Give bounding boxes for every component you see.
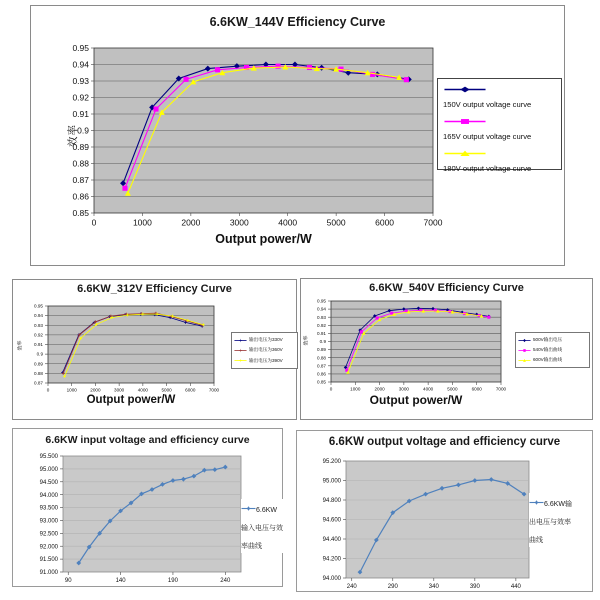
svg-text:94.000: 94.000 [322, 576, 341, 583]
legend-entry [529, 493, 573, 547]
svg-text:0.88: 0.88 [317, 355, 326, 361]
svg-text:0.91: 0.91 [317, 331, 326, 337]
svg-text:94.400: 94.400 [322, 537, 341, 544]
svg-text:0.88: 0.88 [72, 158, 89, 169]
legend-line-marker-icon [234, 358, 247, 363]
legend-label: 输出电压为390V [249, 357, 283, 363]
legend-entry [234, 347, 295, 353]
svg-text:90: 90 [64, 578, 72, 584]
svg-text:0.94: 0.94 [34, 313, 43, 319]
legend-line-marker-icon [518, 358, 531, 363]
x-axis-title-312v: Output power/W [86, 394, 176, 406]
chart-title-144v: 6.6KW_144V Efficiency Curve [209, 15, 386, 29]
svg-text:95.500: 95.500 [39, 454, 58, 461]
svg-text:0.94: 0.94 [72, 59, 89, 70]
svg-text:0.92: 0.92 [34, 332, 43, 338]
svg-text:0.89: 0.89 [72, 141, 89, 152]
svg-text:2000: 2000 [374, 386, 385, 392]
svg-text:0.87: 0.87 [317, 363, 326, 369]
svg-text:7000: 7000 [208, 387, 220, 393]
svg-text:440: 440 [510, 584, 521, 590]
svg-text:94.800: 94.800 [322, 498, 341, 505]
legend-label: 165V output voltage curve [443, 132, 532, 141]
legend-line-marker-icon [241, 505, 256, 512]
legend-line-marker-icon [234, 338, 247, 343]
legend-label: 6.6KW输出电压与效率曲线 [529, 501, 573, 544]
svg-text:94.000: 94.000 [39, 492, 58, 499]
legend-label: 输出电压为360V [249, 347, 283, 353]
svg-text:7000: 7000 [423, 217, 443, 228]
svg-text:0.85: 0.85 [317, 379, 326, 385]
svg-text:0.89: 0.89 [34, 361, 43, 367]
x-axis-title-144v: Output power/W [215, 232, 312, 246]
chart-panel-output-voltage [296, 430, 593, 592]
svg-text:1000: 1000 [66, 387, 77, 393]
svg-text:0.92: 0.92 [317, 322, 326, 328]
svg-text:6000: 6000 [185, 387, 196, 393]
legend-label: 180V output voltage curve [443, 164, 532, 173]
legend-144v [437, 78, 562, 173]
svg-text:94.200: 94.200 [322, 556, 341, 563]
svg-text:6000: 6000 [471, 386, 482, 392]
svg-text:5000: 5000 [161, 387, 172, 393]
svg-text:0.86: 0.86 [72, 191, 89, 202]
svg-text:0.87: 0.87 [34, 380, 43, 386]
svg-text:7000: 7000 [495, 386, 507, 392]
svg-text:3000: 3000 [114, 387, 125, 393]
svg-text:240: 240 [220, 578, 231, 584]
legend-entry [443, 149, 557, 176]
svg-text:190: 190 [167, 578, 178, 584]
svg-text:91.500: 91.500 [39, 557, 58, 564]
legend-label: 600V输出曲线 [533, 357, 563, 362]
legend-line-marker-icon [234, 348, 247, 353]
svg-text:0.9: 0.9 [77, 125, 89, 136]
svg-text:0.85: 0.85 [72, 207, 89, 218]
legend-label: 540V输出曲线 [533, 347, 563, 352]
svg-text:92.000: 92.000 [39, 544, 58, 551]
chart-panel-144v [30, 5, 565, 266]
svg-text:92.500: 92.500 [39, 531, 58, 538]
chart-panel-312v [12, 279, 297, 420]
svg-text:0.95: 0.95 [72, 42, 89, 53]
legend-entry [518, 347, 587, 353]
svg-text:0.93: 0.93 [72, 75, 89, 86]
svg-text:0.94: 0.94 [317, 306, 326, 312]
svg-text:1000: 1000 [132, 217, 152, 228]
svg-text:140: 140 [115, 578, 126, 584]
legend-label: 150V output voltage curve [443, 100, 532, 109]
svg-text:3000: 3000 [398, 386, 409, 392]
legend-entry [518, 357, 587, 363]
svg-text:4000: 4000 [278, 217, 298, 228]
legend-entry [443, 117, 557, 144]
svg-text:0.91: 0.91 [34, 342, 43, 348]
svg-text:0.88: 0.88 [34, 370, 43, 376]
svg-text:2000: 2000 [181, 217, 201, 228]
legend-entry [234, 358, 295, 364]
svg-text:93.500: 93.500 [39, 505, 58, 512]
legend-entry [443, 85, 557, 112]
svg-text:0.92: 0.92 [72, 92, 89, 103]
svg-text:0.93: 0.93 [34, 322, 43, 328]
svg-text:0.89: 0.89 [317, 347, 326, 353]
chart-title-output-voltage: 6.6KW output voltage and efficiency curve [328, 436, 561, 448]
legend-entry [234, 337, 295, 343]
y-axis-title-144v: 效率 [67, 124, 79, 147]
svg-text:94.600: 94.600 [322, 517, 341, 524]
legend-label: 500V输出电压 [533, 337, 563, 342]
legend-label: 输出电压为330V [249, 337, 283, 343]
legend-312v [231, 332, 298, 369]
legend-line-marker-icon [529, 499, 544, 506]
chart-title-312v: 6.6KW_312V Efficiency Curve [77, 283, 232, 295]
svg-text:6000: 6000 [375, 217, 395, 228]
chart-title-540v: 6.6KW_540V Efficiency Curve [369, 282, 524, 294]
svg-text:0.95: 0.95 [34, 303, 43, 309]
svg-text:95.000: 95.000 [39, 466, 58, 473]
svg-text:0: 0 [46, 387, 50, 393]
svg-text:94.500: 94.500 [39, 479, 58, 486]
svg-text:0.86: 0.86 [317, 371, 326, 377]
svg-text:91.000: 91.000 [39, 570, 58, 577]
svg-text:93.000: 93.000 [39, 518, 58, 525]
svg-text:3000: 3000 [229, 217, 249, 228]
svg-text:2000: 2000 [90, 387, 101, 393]
svg-text:5000: 5000 [447, 386, 458, 392]
svg-text:95.200: 95.200 [322, 459, 341, 466]
legend-entry [241, 499, 283, 553]
chart-title-input-voltage: 6.6KW input voltage and efficiency curve [45, 434, 250, 446]
svg-text:0.91: 0.91 [72, 108, 89, 119]
svg-text:0.9: 0.9 [36, 351, 43, 357]
svg-text:0: 0 [329, 386, 333, 392]
legend-line-marker-icon [518, 348, 531, 353]
legend-540v [515, 332, 590, 368]
y-axis-title-540v: 效率 [303, 335, 310, 346]
svg-text:290: 290 [387, 584, 398, 590]
legend-line-marker-icon [443, 85, 487, 94]
svg-text:5000: 5000 [326, 217, 346, 228]
legend-line-marker-icon [443, 117, 487, 126]
chart-panel-input-voltage [12, 428, 283, 587]
svg-text:0: 0 [91, 217, 97, 228]
legend-line-marker-icon [518, 338, 531, 343]
svg-text:0.95: 0.95 [317, 298, 326, 304]
svg-text:0.9: 0.9 [319, 339, 326, 345]
svg-text:390: 390 [469, 584, 480, 590]
svg-text:4000: 4000 [423, 386, 434, 392]
svg-text:0.87: 0.87 [72, 174, 89, 185]
svg-text:95.000: 95.000 [322, 478, 341, 485]
legend-entry [518, 337, 587, 343]
svg-text:340: 340 [428, 584, 439, 590]
legend-line-marker-icon [443, 149, 487, 158]
svg-text:240: 240 [346, 584, 357, 590]
legend-output-voltage [529, 493, 573, 547]
svg-text:4000: 4000 [137, 387, 148, 393]
y-axis-title-312v: 效率 [17, 340, 24, 351]
svg-text:0.93: 0.93 [317, 314, 326, 320]
svg-text:1000: 1000 [350, 386, 361, 392]
x-axis-title-540v: Output power/W [369, 393, 463, 407]
legend-input-voltage [241, 499, 283, 553]
chart-panel-540v [300, 278, 593, 420]
legend-label: 6.6KW输入电压与效率曲线 [241, 507, 283, 550]
